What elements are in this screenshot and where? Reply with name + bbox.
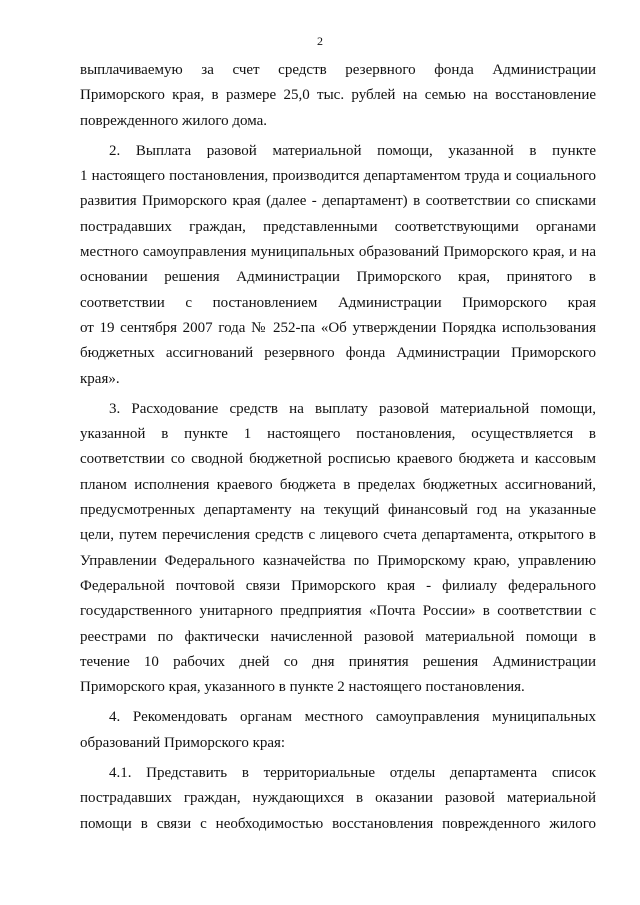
text-line: края». [80, 370, 120, 387]
document-body [80, 58, 596, 837]
text-line: Управлении Федерального казначейства по Приморскому краю, управлению [80, 552, 596, 569]
text-line: государственного унитарного предприятия «Почта России» в соответствии с [80, 603, 596, 620]
text-line: образований Приморского края: [80, 734, 286, 751]
text-line: предусмотренных департаменту на текущий финансовый год на указанные [80, 502, 596, 519]
text-line: соответствии с постановлением Администрации Приморского края [80, 294, 596, 311]
text-line: выплачиваемую за счет средств резервного фонда Администрации [80, 62, 596, 78]
text-line: соответствии со сводной бюджетной росписью краевого бюджета и кассовым [80, 451, 596, 468]
text-line: реестрами по фактически начисленной разовой материальной помощи в [80, 628, 596, 645]
text-line: Приморского края, указанного в пункте 2 настоящего постановления. [80, 679, 525, 696]
text-line: от 19 сентября 2007 года № 252-па «Об утверждении Порядка использования [80, 319, 596, 336]
paragraph-continuation [80, 58, 596, 134]
text-line: 4.1. Представить в территориальные отделы департамента список [109, 765, 596, 782]
text-line: Федеральной почтовой связи Приморского края - филиалу федерального [80, 577, 596, 594]
text-line: 4. Рекомендовать органам местного самоуправления муниципальных [109, 709, 596, 726]
text-line: пострадавших граждан, представленными соответствующими органами [80, 218, 596, 235]
paragraph-item-2 [80, 139, 596, 392]
text-line: 2. Выплата разовой материальной помощи, указанной в пункте [109, 142, 596, 159]
text-line: течение 10 рабочих дней со дня принятия решения Администрации [80, 653, 596, 670]
text-line: пострадавших граждан, нуждающихся в оказании разовой материальной [80, 790, 596, 807]
page-number: 2 [317, 34, 323, 48]
paragraph-item-4 [80, 705, 596, 756]
text-line: основании решения Администрации Приморского края, принятого в [80, 269, 596, 286]
text-line: 3. Расходование средств на выплату разовой материальной помощи, [109, 400, 596, 417]
text-line: развития Приморского края (далее - департамент) в соответствии со списками [80, 193, 596, 210]
paragraph-item-3 [80, 397, 596, 701]
text-line: цели, путем перечисления средств с лицевого счета департамента, открытого в [80, 527, 596, 544]
text-line: Приморского края, в размере 25,0 тыс. рублей на семью на восстановление [80, 87, 596, 104]
text-line: планом исполнения краевого бюджета в пределах бюджетных ассигнований, [80, 476, 596, 493]
text-line: бюджетных ассигнований резервного фонда Администрации Приморского [80, 345, 596, 362]
text-line: поврежденного жилого дома. [80, 112, 268, 129]
text-line: указанной в пункте 1 настоящего постановления, осуществляется в [80, 426, 596, 443]
text-line: 1 настоящего постановления, производится департаментом труда и социального [80, 168, 596, 185]
text-line: помощи в связи с необходимостью восстановления поврежденного жилого [80, 815, 596, 832]
paragraph-item-4-1 [80, 761, 596, 837]
text-line: местного самоуправления муниципальных образований Приморского края, и на [80, 244, 596, 261]
